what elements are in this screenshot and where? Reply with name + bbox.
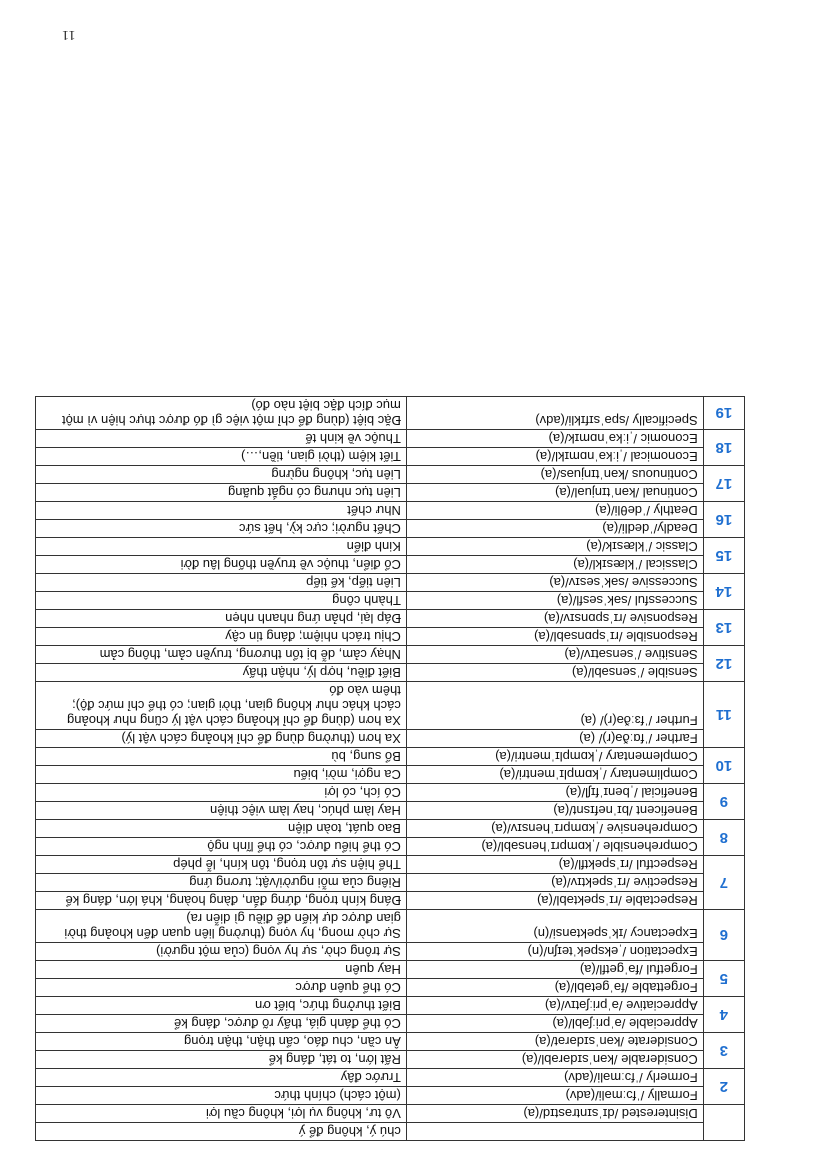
word-cell: Deadly/ˈdedli/(a) [406,520,703,538]
meaning-cell: Ca ngợi, mời, biếu [36,766,407,784]
meaning-cell: Xa hơn (dùng để chỉ khoảng cách vật lý cũng như khoảng cách khác như không gian, thời gian; có thể chỉ mức độ); thêm vào đó [36,682,407,730]
meaning-cell: Có thể quên được [36,979,407,997]
table-row [36,430,745,448]
meaning-cell: Thuộc về kinh tế [36,430,407,448]
word-cell: Classical /ˈklæsɪkl/(a) [406,556,703,574]
table-row [36,838,745,856]
table-row [36,802,745,820]
word-cell: Sensible /ˈsensəbl/(a) [406,664,703,682]
table-row [36,397,745,430]
table-row [36,682,745,730]
meaning-cell: Xa hơn (thường dùng để chỉ khoảng cách vật lý) [36,730,407,748]
meaning-cell: Liên tục, không ngừng [36,466,407,484]
meaning-cell: Liên tiếp, kế tiếp [36,574,407,592]
meaning-cell: Hay làm phúc, hay làm việc thiện [36,802,407,820]
word-cell: Forgetful /fəˈgetfl/(a) [406,961,703,979]
table-row [36,646,745,664]
entry-number: 9 [703,784,744,820]
word-cell: Forgettable /fəˈgetəbl/(a) [406,979,703,997]
table-row [36,574,745,592]
word-cell: Farther /ˈfɑːðə(r)/ (a) [406,730,703,748]
word-cell: Formerly /ˈfɔːməli/(adv) [406,1069,703,1087]
meaning-cell: Chịu trách nhiệm; đáng tin cậy [36,628,407,646]
word-cell: Appreciative /əˈpriːʃətɪv/(a) [406,997,703,1015]
table-row [36,502,745,520]
entry-number: 7 [703,856,744,910]
entry-number: 15 [703,538,744,574]
meaning-cell: Chết người; cực kỳ, hết sức [36,520,407,538]
meaning-cell: Nhạy cảm, dễ bị tổn thương, truyền cảm, thông cảm [36,646,407,664]
table-row [36,766,745,784]
table-row [36,979,745,997]
word-cell: Formally /ˈfɔːməli/(adv) [406,1087,703,1105]
table-row [36,820,745,838]
meaning-cell: Đáp lại, phản ứng nhanh nhẹn [36,610,407,628]
table-row [36,1123,745,1141]
word-cell: Specifically /spəˈsɪfɪkli/(adv) [406,397,703,430]
vocabulary-table [35,396,745,1141]
meaning-cell: Bổ sung, bù [36,748,407,766]
word-cell: Responsible /rɪˈspɒnsəbl/(a) [406,628,703,646]
table-row [36,874,745,892]
meaning-cell: Cổ điển, thuộc về truyền thống lâu đời [36,556,407,574]
table-row [36,610,745,628]
meaning-cell: Có thể đánh giá, thấy rõ được, đáng kể [36,1015,407,1033]
table-row [36,1105,745,1123]
table-row [36,1051,745,1069]
word-cell: Comprehensive /ˌkɒmprɪˈhensɪv/(a) [406,820,703,838]
meaning-cell: Tiết kiệm (thời gian, tiền,…) [36,448,407,466]
word-cell: Respectable /rɪˈspektəbl/(a) [406,892,703,910]
word-cell: Comprehensible /ˌkɒmprɪˈhensəbl/(a) [406,838,703,856]
meaning-cell: Có ích, có lợi [36,784,407,802]
meaning-cell: Biết điều, hợp lý, nhận thấy [36,664,407,682]
meaning-cell: Trước đây [36,1069,407,1087]
word-cell: Classic /ˈklæsɪk/(a) [406,538,703,556]
table-row [36,856,745,874]
entry-number: 5 [703,961,744,997]
word-cell: Beneficent /bɪˈnefɪsnt/(a) [406,802,703,820]
meaning-cell: Đáng kính trọng, đứng đắn, đàng hoàng, khá lớn, đáng kể [36,892,407,910]
table-row [36,628,745,646]
meaning-cell: Vô tư, không vụ lợi, không cầu lợi [36,1105,407,1123]
word-cell: Responsive /rɪˈspɒnsɪv/(a) [406,610,703,628]
entry-number [703,1105,744,1141]
word-cell [406,1123,703,1141]
word-cell: Successful /səkˈsesfl/(a) [406,592,703,610]
word-cell: Economical /ˌiːkəˈnɒmɪkl/(a) [406,448,703,466]
meaning-cell: Riêng của mỗi người/vật; tương ứng [36,874,407,892]
table-row [36,961,745,979]
meaning-cell: Kinh điển [36,538,407,556]
vocabulary-table-body [36,397,745,1141]
meaning-cell: Thành công [36,592,407,610]
table-row [36,1069,745,1087]
table-row [36,556,745,574]
meaning-cell: Như chết [36,502,407,520]
table-row [36,592,745,610]
table-row [36,748,745,766]
word-cell: Deathly /ˈdeθli/(a) [406,502,703,520]
word-cell: Economic /ˌiːkəˈnɒmɪk/(a) [406,430,703,448]
table-row [36,1087,745,1105]
table-row [36,538,745,556]
meaning-cell: Đặc biệt (dùng để chỉ một việc gì đó được thực hiện vì một mục đích đặc biệt nào đó) [36,397,407,430]
entry-number: 17 [703,466,744,502]
meaning-cell: Rất lớn, to tát, đáng kể [36,1051,407,1069]
page-number: 11 [62,27,76,42]
meaning-cell: Hay quên [36,961,407,979]
table-row [36,664,745,682]
word-cell: Expectancy /ɪkˈspektənsi/(n) [406,910,703,943]
table-row [36,943,745,961]
entry-number: 4 [703,997,744,1033]
meaning-cell: Sự chờ mong, hy vọng (thường liên quan đến khoảng thời gian được dự kiến để điều gì diễn ra) [36,910,407,943]
word-cell: Considerable /kənˈsɪdərəbl/(a) [406,1051,703,1069]
table-row [36,1033,745,1051]
entry-number: 10 [703,748,744,784]
entry-number: 14 [703,574,744,610]
table-row [36,892,745,910]
table-row [36,784,745,802]
word-cell: Beneficial /ˌbenɪˈfɪʃl/(a) [406,784,703,802]
meaning-cell: Liên tục nhưng có ngắt quãng [36,484,407,502]
word-cell: Respective /rɪˈspektɪv/(a) [406,874,703,892]
entry-number: 8 [703,820,744,856]
word-cell: Continuous /kənˈtɪnjuəs/(a) [406,466,703,484]
word-cell: Further /ˈfɜːðə(r)/ (a) [406,682,703,730]
entry-number: 11 [703,682,744,748]
word-cell: Continual /kənˈtɪnjuəl/(a) [406,484,703,502]
meaning-cell: Sự trông chờ, sự hy vọng (của một người) [36,943,407,961]
meaning-cell: chú ý, không để ý [36,1123,407,1141]
table-row [36,484,745,502]
word-cell: Disinterested /dɪˈsɪntrəstɪd/(a) [406,1105,703,1123]
word-cell: Appreciable /əˈpriːʃəbl/(a) [406,1015,703,1033]
word-cell: Complementary /ˌkɒmplɪˈmentri/(a) [406,748,703,766]
word-cell: Expectation /ˌekspekˈteɪʃn/(n) [406,943,703,961]
entry-number: 19 [703,397,744,430]
entry-number: 18 [703,430,744,466]
entry-number: 13 [703,610,744,646]
table-row [36,448,745,466]
table-row [36,910,745,943]
entry-number: 16 [703,502,744,538]
meaning-cell: Có thể hiểu được, có thể lĩnh ngộ [36,838,407,856]
word-cell: Considerate /kənˈsɪdərət/(a) [406,1033,703,1051]
meaning-cell: (một cách) chính thức [36,1087,407,1105]
meaning-cell: Thể hiện sự tôn trọng, tôn kính, lễ phép [36,856,407,874]
table-row [36,466,745,484]
word-cell: Complimentary /ˌkɒmplɪˈmentri/(a) [406,766,703,784]
table-row [36,520,745,538]
table-row [36,730,745,748]
meaning-cell: Ân cần, chu đáo, cẩn thận, thận trọng [36,1033,407,1051]
entry-number: 3 [703,1033,744,1069]
word-cell: Respectful /rɪˈspektfl/(a) [406,856,703,874]
table-row [36,1015,745,1033]
word-cell: Successive /səkˈsesɪv/(a) [406,574,703,592]
meaning-cell: Bao quát, toàn diện [36,820,407,838]
table-row [36,997,745,1015]
entry-number: 6 [703,910,744,961]
entry-number: 2 [703,1069,744,1105]
word-cell: Sensitive /ˈsensətɪv/(a) [406,646,703,664]
entry-number: 12 [703,646,744,682]
meaning-cell: Biết thưởng thức, biết ơn [36,997,407,1015]
